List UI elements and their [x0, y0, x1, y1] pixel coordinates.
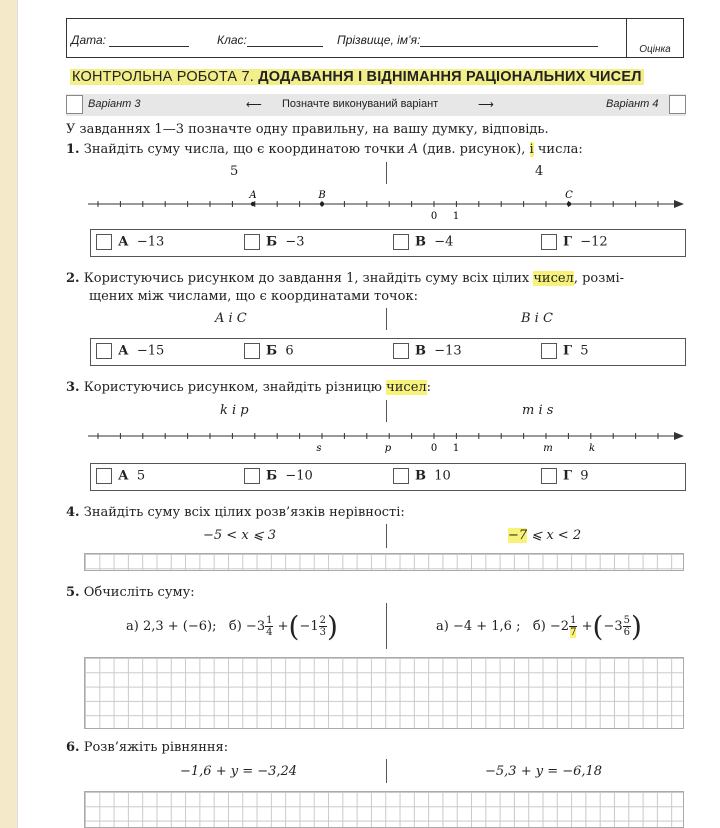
title-prefix: КОНТРОЛЬНА РОБОТА 7.	[72, 69, 254, 85]
variant-4-label: Варіант 4	[606, 98, 659, 110]
q5-left-expressions: а) 2,3 + (−6); б) −3 $\frac{1}{4} +(-1$ $\frac{2}{3}$)	[126, 610, 338, 643]
variant-selector	[66, 94, 686, 116]
q6-answer-grid[interactable]	[84, 791, 684, 828]
q1-option-d[interactable]: Г −12	[541, 234, 608, 250]
q4-divider	[386, 524, 387, 548]
date-field[interactable]: Дата:	[71, 33, 189, 47]
q1-left-value: 5	[230, 164, 239, 179]
q2-statement: 2. Користуючись рисунком до завдання 1, знайдіть суму всіх цілих чисел, розмі-	[66, 271, 624, 286]
q1-option-b[interactable]: Б −3	[244, 234, 305, 250]
fraction: $\frac{5}{6}$	[623, 615, 630, 638]
variant-instruction: Позначте виконуваний варіант	[282, 98, 439, 110]
q2-option-d[interactable]: Г 5	[541, 343, 589, 359]
page-title	[70, 69, 644, 85]
q3-answer-options	[90, 463, 686, 491]
class-field[interactable]: Клас:	[217, 33, 323, 47]
fraction: $\frac{1}{4}$	[266, 615, 273, 638]
q1-statement: 1. Знайдіть суму числа, що є координатою точки A (див. рисунок), і числа:	[66, 142, 583, 157]
label-c: C	[565, 190, 573, 201]
q1-answer-options	[90, 229, 686, 257]
q3-right-value: m і s	[522, 403, 554, 418]
title-main: ДОДАВАННЯ І ВІДНІМАННЯ РАЦІОНАЛЬНИХ ЧИСЕЛ	[258, 69, 642, 85]
q1-option-a[interactable]: А −13	[96, 234, 164, 250]
q5-answer-grid[interactable]	[84, 657, 684, 729]
q4-statement: 4. Знайдіть суму всіх цілих розв’язків нерівності:	[66, 505, 405, 520]
q6-left-equation: −1,6 + y = −3,24	[180, 764, 298, 779]
q6-right-equation: −5,3 + y = −6,18	[485, 764, 603, 779]
q3-option-b[interactable]: Б −10	[244, 468, 313, 484]
fraction: $\frac{2}{3}$	[319, 615, 326, 638]
q1-divider	[386, 162, 387, 184]
q4-left-inequality: −5 < x ⩽ 3	[203, 528, 277, 543]
q5-divider	[386, 603, 387, 649]
right-arrow-icon: ⟶	[478, 99, 494, 111]
q3-option-c[interactable]: В 10	[393, 468, 451, 484]
label-s: s	[316, 443, 322, 454]
variant-3-label: Варіант 3	[88, 98, 141, 110]
student-info-header	[66, 18, 684, 58]
q6-statement: 6. Розв’яжіть рівняння:	[66, 740, 229, 755]
page-margin	[0, 0, 18, 828]
q2-left-value: A і C	[215, 311, 247, 326]
label-m: m	[543, 443, 553, 454]
q1-number-line	[88, 186, 684, 224]
q2-option-b[interactable]: Б 6	[244, 343, 294, 359]
point-b	[320, 202, 324, 206]
variant-3-checkbox[interactable]	[66, 95, 83, 114]
q2-option-c[interactable]: В −13	[393, 343, 462, 359]
name-field[interactable]: Прізвище, ім’я:	[337, 33, 598, 47]
q3-left-value: k і p	[220, 403, 249, 418]
left-arrow-icon: ⟵	[246, 99, 262, 111]
q3-option-d[interactable]: Г 9	[541, 468, 589, 484]
q4-answer-grid[interactable]	[84, 553, 684, 571]
q5-statement: 5. Обчисліть суму:	[66, 585, 195, 600]
instruction-text: У завданнях 1—3 позначте одну правильну, на вашу думку, відповідь.	[66, 122, 549, 137]
q2-answer-options	[90, 338, 686, 366]
q1-option-c[interactable]: В −4	[393, 234, 453, 250]
label-one: 1	[452, 211, 460, 222]
fraction: $\frac{1}{7}$	[570, 615, 577, 638]
q2-statement-cont: щених між числами, що є координатами точок:	[89, 289, 418, 304]
grade-box[interactable]: Оцінка	[626, 19, 683, 57]
q5-right-expressions: а) −4 + 1,6 ; б) −2 $\frac{1}{7} +(-3$ $\frac{5}{6}$)	[436, 610, 642, 643]
variant-4-checkbox[interactable]	[669, 95, 686, 114]
label-zero-3: 0	[430, 443, 438, 454]
point-c	[567, 202, 571, 206]
label-a: A	[249, 190, 257, 201]
label-p: p	[384, 443, 392, 454]
label-zero: 0	[430, 211, 438, 222]
label-one-3: 1	[452, 443, 460, 454]
label-k: k	[588, 443, 596, 454]
q2-option-a[interactable]: А −15	[96, 343, 164, 359]
q3-statement: 3. Користуючись рисунком, знайдіть різницю чисел:	[66, 380, 432, 395]
q2-divider	[386, 308, 387, 330]
label-b: B	[318, 190, 326, 201]
q3-number-line	[88, 424, 684, 458]
q3-option-a[interactable]: А 5	[96, 468, 145, 484]
q3-divider	[386, 400, 387, 422]
q4-right-inequality: −7 ⩽ x < 2	[508, 528, 582, 543]
q6-divider	[386, 759, 387, 783]
q2-right-value: B і C	[521, 311, 553, 326]
q1-right-value: 4	[535, 164, 544, 179]
point-a	[251, 202, 255, 206]
